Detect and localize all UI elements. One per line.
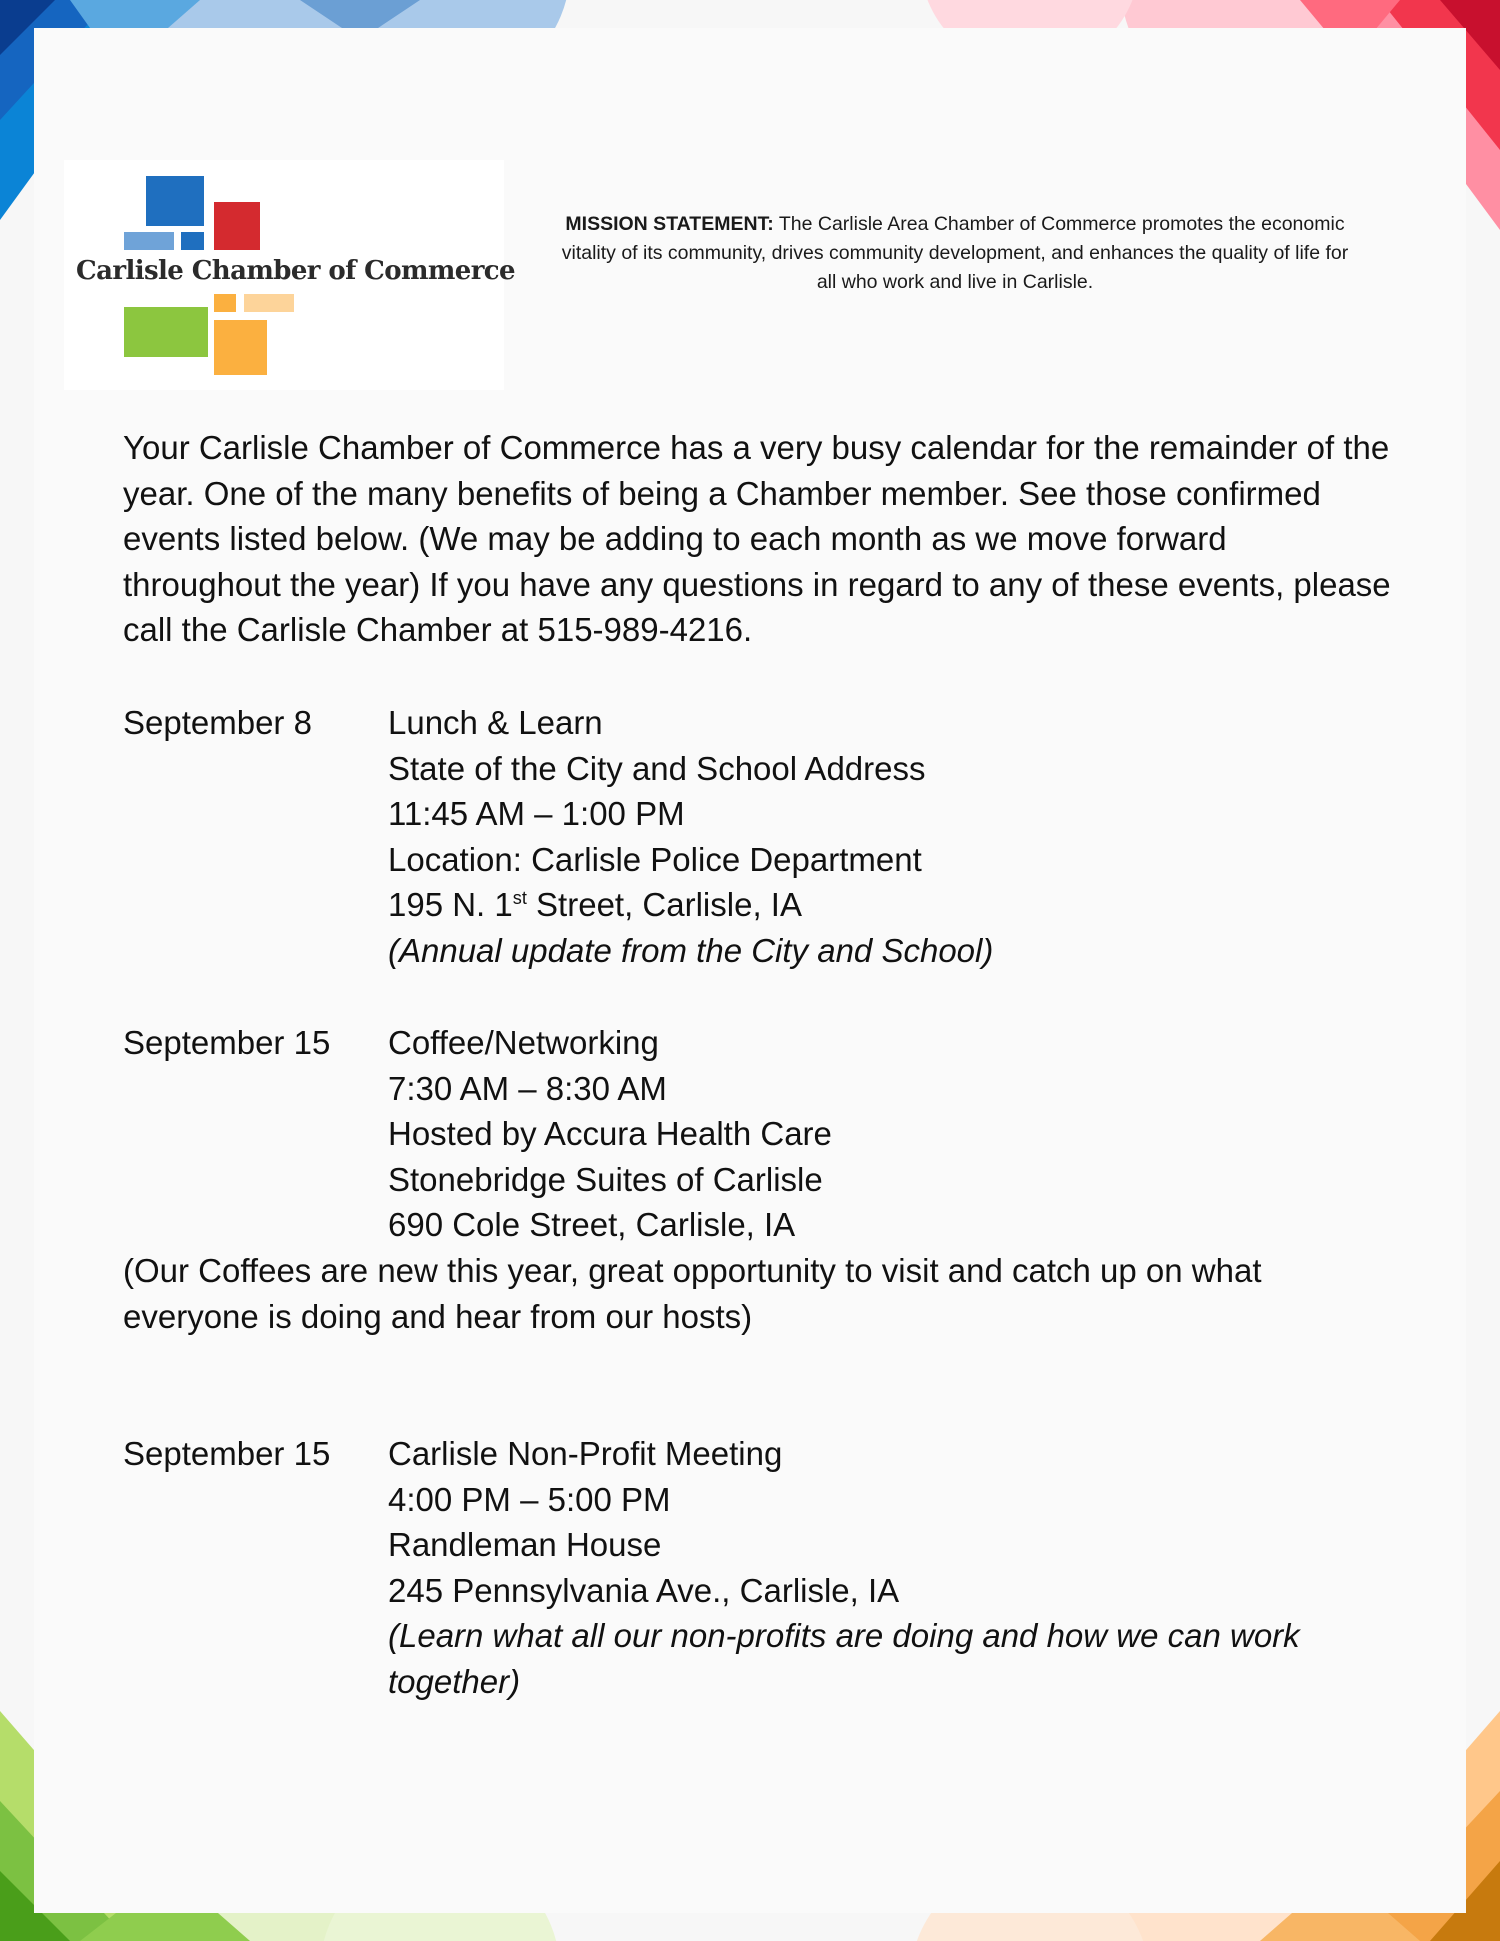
event-host: Hosted by Accura Health Care xyxy=(388,1115,832,1152)
intro-paragraph: Your Carlisle Chamber of Commerce has a very busy calendar for the remainder of the year. One of the many benefits of being a Chamber member. See those confirmed events listed below. (We may be adding to each month as we move forward throughout the year) If you have any questions in regard to any of these events, please call the Carlisle Chamber at 515-989-4216. xyxy=(123,429,1391,648)
event-date: September 15 xyxy=(123,1024,331,1061)
event-note: (Annual update from the City and School) xyxy=(388,931,994,969)
event-time: 11:45 AM – 1:00 PM xyxy=(388,795,685,832)
event-venue: Stonebridge Suites of Carlisle xyxy=(388,1160,823,1198)
event-venue: Randleman House xyxy=(388,1526,662,1563)
event-note: (Learn what all our non-profits are doing and how we can work together) xyxy=(388,1617,1300,1700)
event-subtitle: State of the City and School Address xyxy=(388,749,926,787)
address-superscript: st xyxy=(512,888,527,908)
event-location: Location: Carlisle Police Department xyxy=(388,840,922,878)
mission-label: MISSION STATEMENT: xyxy=(565,213,774,235)
event-time: 4:00 PM – 5:00 PM xyxy=(388,1480,671,1518)
mission-statement xyxy=(560,210,1350,297)
event-time: 7:30 AM – 8:30 AM xyxy=(388,1069,667,1107)
logo-wordmark: Carlisle Chamber of Commerce xyxy=(76,256,515,286)
event-address xyxy=(388,882,1388,928)
chamber-logo xyxy=(64,160,515,390)
event-title: Carlisle Non-Profit Meeting xyxy=(388,1435,783,1472)
event-title: Lunch & Learn xyxy=(388,704,603,741)
event-note-coffee: (Our Coffees are new this year, great opportunity to visit and catch up on what everyone is doing and hear from our hosts) xyxy=(123,1252,1262,1335)
event-date: September 15 xyxy=(123,1435,331,1472)
mission-text: The Carlisle Area Chamber of Commerce promotes the economic vitality of its community, drives community development, and enhances the quality of life for all who work and live in Carlisle. xyxy=(561,213,1349,293)
event-date: September 8 xyxy=(123,704,312,741)
address-prefix: 195 N. 1 xyxy=(388,886,513,923)
event-address: 245 Pennsylvania Ave., Carlisle, IA xyxy=(388,1571,900,1609)
event-address: 690 Cole Street, Carlisle, IA xyxy=(388,1206,796,1243)
address-suffix: Street, Carlisle, IA xyxy=(526,886,802,923)
event-title: Coffee/Networking xyxy=(388,1024,659,1061)
